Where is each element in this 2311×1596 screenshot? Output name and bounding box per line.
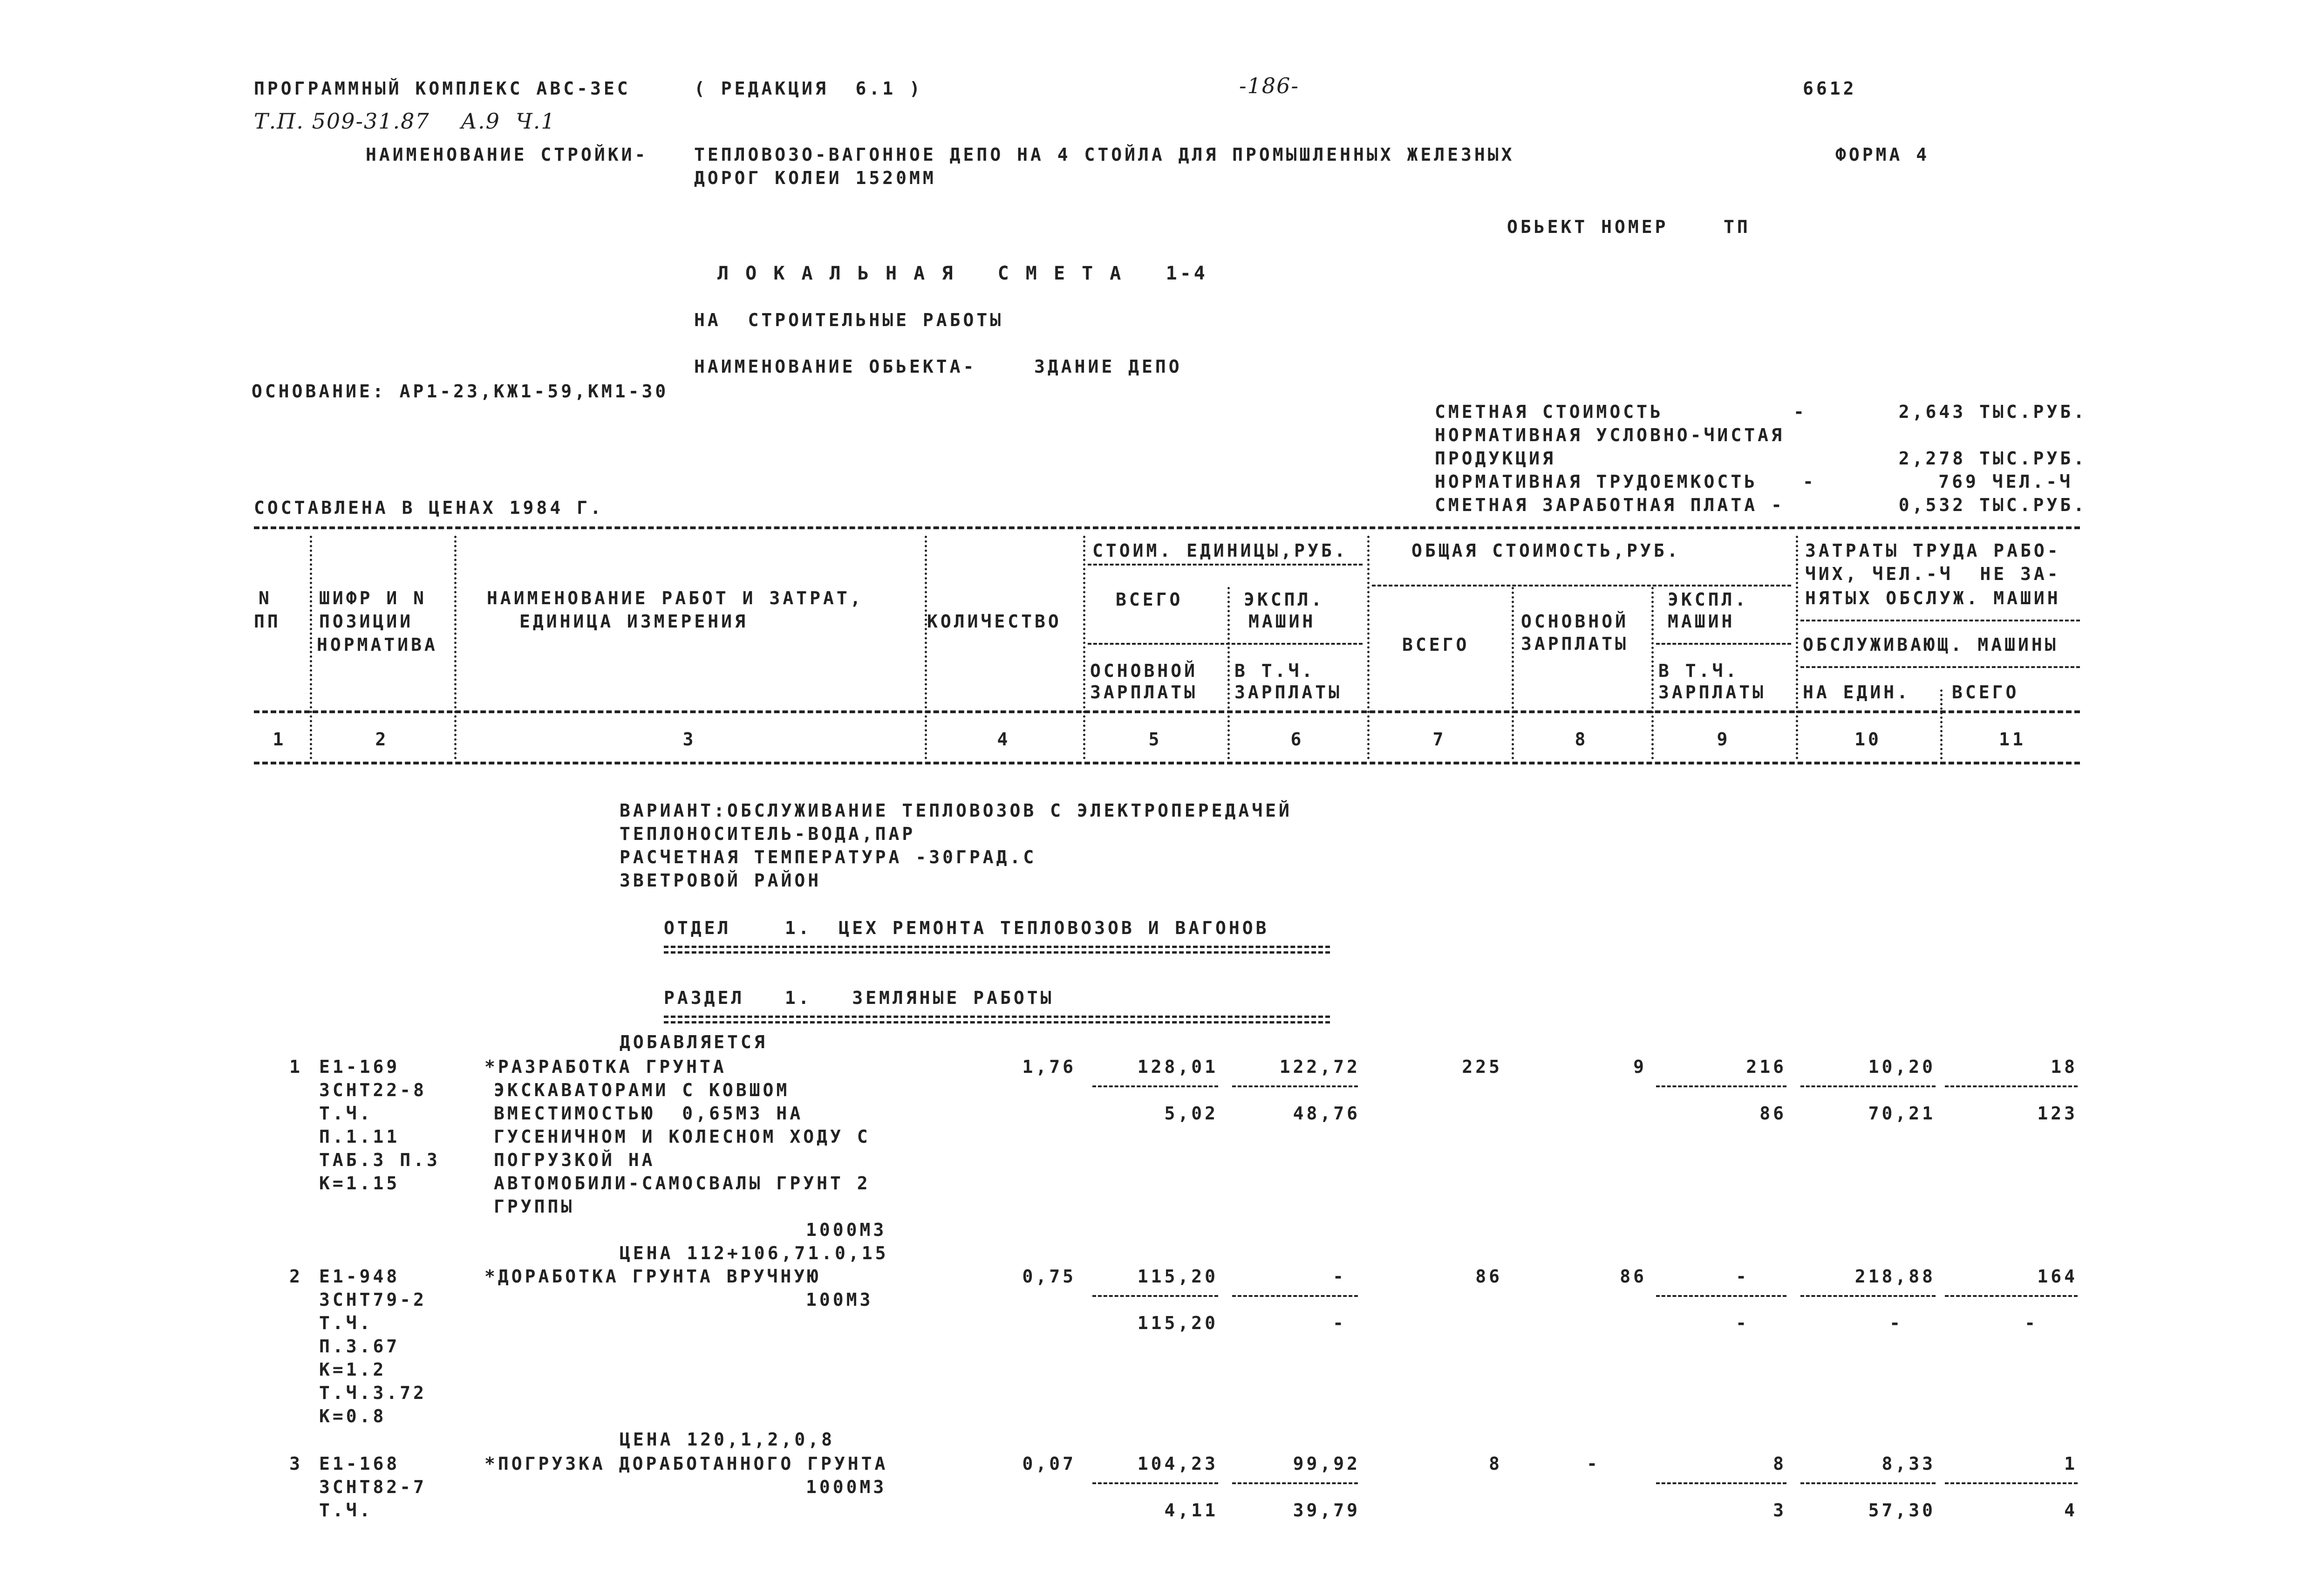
row-labor-per-unit: 8,33 xyxy=(1882,1453,1936,1474)
header-subrule xyxy=(1656,643,1791,645)
row-labor-total-machines: 123 xyxy=(2037,1103,2078,1124)
col-header-labor-line1: ЗАТРАТЫ ТРУДА РАБО- xyxy=(1805,540,2061,561)
value-subrule xyxy=(1800,1295,1936,1297)
col-header-total-machines-line2: МАШИН xyxy=(1668,611,1735,632)
row-total-machines: 8 xyxy=(1773,1453,1786,1474)
value-subrule xyxy=(1656,1085,1786,1087)
value-subrule xyxy=(1800,1085,1936,1087)
row-quantity: 0,75 xyxy=(1022,1266,1076,1287)
row-code: К=1.2 xyxy=(319,1359,387,1380)
row-description: *ДОРАБОТКА ГРУНТА ВРУЧНУЮ xyxy=(484,1266,821,1287)
row-code: Е1-169 xyxy=(319,1057,400,1077)
object-name-label: НАИМЕНОВАНИЕ ОБЬЕКТА- xyxy=(694,356,977,377)
row-description: ЭКСКАВАТОРАМИ С КОВШОМ xyxy=(494,1080,790,1100)
row-total-machine-wages: 86 xyxy=(1759,1103,1786,1124)
column-divider xyxy=(925,536,927,759)
value-subrule xyxy=(1092,1085,1218,1087)
column-number: 4 xyxy=(997,729,1011,750)
wind-region-note: 3ВЕТРОВОЙ РАЙОН xyxy=(620,870,822,891)
row-total: 8 xyxy=(1489,1453,1502,1474)
row-labor-per-unit: 10,20 xyxy=(1868,1057,1936,1077)
col-header-n: N xyxy=(259,588,272,608)
row-unit-machine-wages: 48,76 xyxy=(1293,1103,1360,1124)
row-unit-total: 104,23 xyxy=(1137,1453,1218,1474)
row-unit-machines: 122,72 xyxy=(1279,1057,1360,1077)
column-divider xyxy=(1227,587,1230,759)
value-subrule xyxy=(1656,1295,1786,1297)
column-divider xyxy=(454,536,457,759)
row-labor-total-machines: - xyxy=(2025,1313,2038,1333)
construction-name-line2: ДОРОГ КОЛЕИ 1520ММ xyxy=(694,168,936,188)
col-header-name-line1: НАИМЕНОВАНИЕ РАБОТ И ЗАТРАТ, xyxy=(487,588,864,608)
row-quantity: 0,07 xyxy=(1022,1453,1076,1474)
construction-name-line1: ТЕПЛОВОЗО-ВАГОННОЕ ДЕПО НА 4 СТОЙЛА ДЛЯ ПРОМЫШЛЕННЫХ ЖЕЛЕЗНЫХ xyxy=(694,144,1515,165)
summary-wages-label: СМЕТНАЯ ЗАРАБОТНАЯ ПЛАТА - xyxy=(1435,495,1785,515)
row-unit: 1000М3 xyxy=(806,1220,887,1240)
summary-labor-label: НОРМАТИВНАЯ ТРУДОЕМКОСТЬ xyxy=(1435,471,1758,492)
row-description: ПОГРУЗКОЙ НА xyxy=(494,1150,655,1170)
value-subrule xyxy=(1232,1085,1358,1087)
row-description: АВТОМОБИЛИ-САМОСВАЛЫ ГРУНТ 2 xyxy=(494,1173,871,1194)
row-number: 3 xyxy=(289,1453,303,1474)
row-labor-per-unit-machines: - xyxy=(1889,1313,1903,1333)
value-subrule xyxy=(1232,1482,1358,1484)
header-subrule xyxy=(1800,620,2080,621)
col-header-total-incl-line2: ЗАРПЛАТЫ xyxy=(1658,682,1766,703)
construction-label: НАИМЕНОВАНИЕ СТРОЙКИ- xyxy=(366,144,648,165)
row-description: ВМЕСТИМОСТЬЮ 0,65М3 НА xyxy=(494,1103,804,1124)
row-price-note: ЦЕНА 120,1,2,0,8 xyxy=(620,1429,835,1450)
col-header-labor-per-unit: НА ЕДИН. xyxy=(1803,682,1911,703)
row-total-wages: 9 xyxy=(1633,1057,1647,1077)
row-total-machine-wages: - xyxy=(1736,1313,1749,1333)
column-number: 2 xyxy=(375,729,389,750)
value-subrule xyxy=(1945,1482,2078,1484)
double-rule xyxy=(664,951,1330,954)
column-number: 8 xyxy=(1575,729,1588,750)
header-subrule xyxy=(1372,585,1791,587)
row-number: 1 xyxy=(289,1057,303,1077)
header-subrule xyxy=(1088,643,1363,645)
col-header-unit-wages-line1: ОСНОВНОЙ xyxy=(1090,661,1198,681)
row-code: П.1.11 xyxy=(319,1126,400,1147)
column-divider xyxy=(1512,587,1514,759)
col-header-labor-line2: ЧИХ, ЧЕЛ.-Ч НЕ ЗА- xyxy=(1805,564,2061,584)
col-header-total-machines-line1: ЭКСПЛ. xyxy=(1668,589,1749,610)
row-labor-total-machines: 4 xyxy=(2064,1500,2078,1521)
row-code: ТАБ.3 П.3 xyxy=(319,1150,440,1170)
summary-cost-label: СМЕТНАЯ СТОИМОСТЬ xyxy=(1435,402,1663,422)
summary-cost-value: 2,643 ТЫС.РУБ. xyxy=(1898,402,2087,422)
col-header-labor-line4: ОБСЛУЖИВАЮЩ. МАШИНЫ xyxy=(1803,634,2059,655)
column-number: 6 xyxy=(1290,729,1304,750)
row-code: К=1.15 xyxy=(319,1173,400,1194)
col-header-quantity: КОЛИЧЕСТВО xyxy=(927,611,1062,632)
col-header-total-all: ВСЕГО xyxy=(1402,634,1470,655)
column-number: 7 xyxy=(1432,729,1446,750)
col-header-unit-machines-line2: МАШИН xyxy=(1248,611,1316,632)
row-description: *ПОГРУЗКА ДОРАБОТАННОГО ГРУНТА xyxy=(484,1453,888,1474)
added-note: ДОБАВЛЯЕТСЯ xyxy=(620,1032,768,1052)
summary-labor-dash: - xyxy=(1803,471,1816,492)
row-unit-wages: 115,20 xyxy=(1137,1313,1218,1333)
row-code: ЗСНТ82-7 xyxy=(319,1477,427,1497)
row-unit-machines: 99,92 xyxy=(1293,1453,1360,1474)
row-quantity: 1,76 xyxy=(1022,1057,1076,1077)
document-number: 6612 xyxy=(1803,78,1857,99)
row-unit-machine-wages: - xyxy=(1333,1313,1346,1333)
row-total-machines: - xyxy=(1736,1266,1749,1287)
edition: ( РЕДАКЦИЯ 6.1 ) xyxy=(694,78,923,99)
basis: ОСНОВАНИЕ: АР1-23,КЖ1-59,КМ1-30 xyxy=(252,381,669,402)
col-header-labor-line3: НЯТЫХ ОБСЛУЖ. МАШИН xyxy=(1805,588,2061,608)
form-label: ФОРМА 4 xyxy=(1835,144,1930,165)
value-subrule xyxy=(1945,1085,2078,1087)
value-subrule xyxy=(1800,1482,1936,1484)
row-code: Т.Ч. xyxy=(319,1103,373,1124)
row-unit-wages: 4,11 xyxy=(1164,1500,1218,1521)
software-name: ПРОГРАММНЫЙ КОМПЛЕКС АВС-3ЕС xyxy=(254,78,631,99)
variant-note: ВАРИАНТ:ОБСЛУЖИВАНИЕ ТЕПЛОВОЗОВ С ЭЛЕКТРОПЕРЕДАЧЕЙ xyxy=(620,800,1292,821)
value-subrule xyxy=(1232,1295,1358,1297)
row-unit: 1000М3 xyxy=(806,1477,887,1497)
col-header-unit-wages-line2: ЗАРПЛАТЫ xyxy=(1090,682,1198,703)
header-subrule xyxy=(1088,564,1363,566)
document-title: Л О К А Л Ь Н А Я С М Е Т А 1-4 xyxy=(717,263,1208,284)
department-heading: ОТДЕЛ 1. ЦЕХ РЕМОНТА ТЕПЛОВОЗОВ И ВАГОНОВ xyxy=(664,918,1269,938)
row-code: ЗСНТ22-8 xyxy=(319,1080,427,1100)
summary-labor-value: 769 ЧЕЛ.-Ч xyxy=(1938,471,2073,492)
col-header-total-incl-line1: В Т.Ч. xyxy=(1658,661,1739,681)
design-temperature-note: РАСЧЕТНАЯ ТЕМПЕРАТУРА -30ГРАД.С xyxy=(620,847,1037,867)
col-header-unit-incl-line1: В Т.Ч. xyxy=(1234,661,1316,681)
column-divider xyxy=(1651,587,1654,759)
row-unit-wages: 5,02 xyxy=(1164,1103,1218,1124)
column-divider xyxy=(1083,536,1085,759)
value-subrule xyxy=(1656,1482,1786,1484)
column-number: 1 xyxy=(273,729,286,750)
object-label: ОБЬЕКТ НОМЕР xyxy=(1507,217,1669,237)
row-description: ГУСЕНИЧНОМ И КОЛЕСНОМ ХОДУ С xyxy=(494,1126,871,1147)
row-labor-per-unit-machines: 57,30 xyxy=(1868,1500,1936,1521)
row-unit-total: 128,01 xyxy=(1137,1057,1218,1077)
row-total-machines: 216 xyxy=(1746,1057,1786,1077)
row-code: Т.Ч. xyxy=(319,1500,373,1521)
table-numbers-rule xyxy=(254,762,2080,764)
row-code: ЗСНТ79-2 xyxy=(319,1289,427,1310)
row-description: *РАЗРАБОТКА ГРУНТА xyxy=(484,1057,727,1077)
col-header-name-line2: ЕДИНИЦА ИЗМЕРЕНИЯ xyxy=(519,611,748,632)
row-labor-per-unit-machines: 70,21 xyxy=(1868,1103,1936,1124)
row-number: 2 xyxy=(289,1266,303,1287)
column-number: 11 xyxy=(1999,729,2026,750)
handwritten-reference: Т.П. 509-31.87 А.9 Ч.1 xyxy=(254,109,556,134)
summary-npp-value: 2,278 ТЫС.РУБ. xyxy=(1898,448,2087,469)
row-code: Т.Ч.3.72 xyxy=(319,1383,427,1403)
row-code: К=0.8 xyxy=(319,1406,387,1426)
row-total-wages: - xyxy=(1587,1453,1600,1474)
section-heading: РАЗДЕЛ 1. ЗЕМЛЯНЫЕ РАБОТЫ xyxy=(664,988,1054,1008)
page-number: -186- xyxy=(1239,73,1299,98)
row-total-machine-wages: 3 xyxy=(1773,1500,1786,1521)
column-number: 3 xyxy=(682,729,696,750)
value-subrule xyxy=(1092,1482,1218,1484)
double-rule xyxy=(664,1016,1330,1018)
row-code: Е1-948 xyxy=(319,1266,400,1287)
row-unit-total: 115,20 xyxy=(1137,1266,1218,1287)
row-code: Е1-168 xyxy=(319,1453,400,1474)
row-code: П.3.67 xyxy=(319,1336,400,1357)
column-divider xyxy=(1940,689,1943,759)
row-total-wages: 86 xyxy=(1620,1266,1647,1287)
column-number: 10 xyxy=(1854,729,1882,750)
summary-wages-value: 0,532 ТЫС.РУБ. xyxy=(1898,495,2087,515)
col-header-code-line2: ПОЗИЦИИ xyxy=(319,611,414,632)
col-header-total-wages-line1: ОСНОВНОЙ xyxy=(1521,611,1629,632)
summary-npp-label-line2: ПРОДУКЦИЯ xyxy=(1435,448,1556,469)
col-header-code-line1: ШИФР И N xyxy=(319,588,427,608)
row-labor-total: 18 xyxy=(2051,1057,2078,1077)
table-header-rule xyxy=(254,710,2080,713)
summary-cost-dash: - xyxy=(1793,402,1807,422)
value-subrule xyxy=(1092,1295,1218,1297)
column-divider xyxy=(310,536,312,759)
header-subrule xyxy=(1800,666,2080,668)
col-header-unit-machines-line1: ЭКСПЛ. xyxy=(1244,589,1325,610)
col-header-total-cost: ОБЩАЯ СТОИМОСТЬ,РУБ. xyxy=(1411,540,1681,561)
row-unit-machine-wages: 39,79 xyxy=(1293,1500,1360,1521)
row-total: 225 xyxy=(1462,1057,1502,1077)
object-name: ЗДАНИЕ ДЕПО xyxy=(1034,356,1182,377)
col-header-labor-total: ВСЕГО xyxy=(1952,682,2019,703)
column-divider xyxy=(1796,536,1798,759)
col-header-unit-cost: СТОИМ. ЕДИНИЦЫ,РУБ. xyxy=(1092,540,1348,561)
prices-basis: СОСТАВЛЕНА В ЦЕНАХ 1984 Г. xyxy=(254,498,604,518)
object-number: ТП xyxy=(1724,217,1751,237)
row-labor-total: 164 xyxy=(2037,1266,2078,1287)
column-number: 9 xyxy=(1717,729,1731,750)
heat-carrier-note: ТЕПЛОНОСИТЕЛЬ-ВОДА,ПАР xyxy=(620,824,916,844)
table-top-rule xyxy=(254,526,2080,529)
col-header-total-wages-line2: ЗАРПЛАТЫ xyxy=(1521,634,1629,654)
row-description: ГРУППЫ xyxy=(494,1196,575,1217)
summary-npp-label-line1: НОРМАТИВНАЯ УСЛОВНО-ЧИСТАЯ xyxy=(1435,425,1785,445)
row-total: 86 xyxy=(1475,1266,1502,1287)
row-price-note: ЦЕНА 112+106,71.0,15 xyxy=(620,1243,889,1263)
double-rule xyxy=(664,946,1330,948)
col-header-unit-total: ВСЕГО xyxy=(1116,589,1183,610)
row-unit: 100М3 xyxy=(806,1289,873,1310)
col-header-pp: ПП xyxy=(254,611,281,632)
row-labor-total: 1 xyxy=(2064,1453,2078,1474)
document-subtitle: НА СТРОИТЕЛЬНЫЕ РАБОТЫ xyxy=(694,310,1004,330)
column-divider xyxy=(1367,536,1370,759)
row-unit-machines: - xyxy=(1333,1266,1346,1287)
row-code: Т.Ч. xyxy=(319,1313,373,1333)
row-labor-per-unit: 218,88 xyxy=(1854,1266,1936,1287)
value-subrule xyxy=(1945,1295,2078,1297)
double-rule xyxy=(664,1021,1330,1023)
column-number: 5 xyxy=(1148,729,1162,750)
col-header-unit-incl-line2: ЗАРПЛАТЫ xyxy=(1234,682,1343,703)
col-header-code-line3: НОРМАТИВА xyxy=(317,634,438,655)
